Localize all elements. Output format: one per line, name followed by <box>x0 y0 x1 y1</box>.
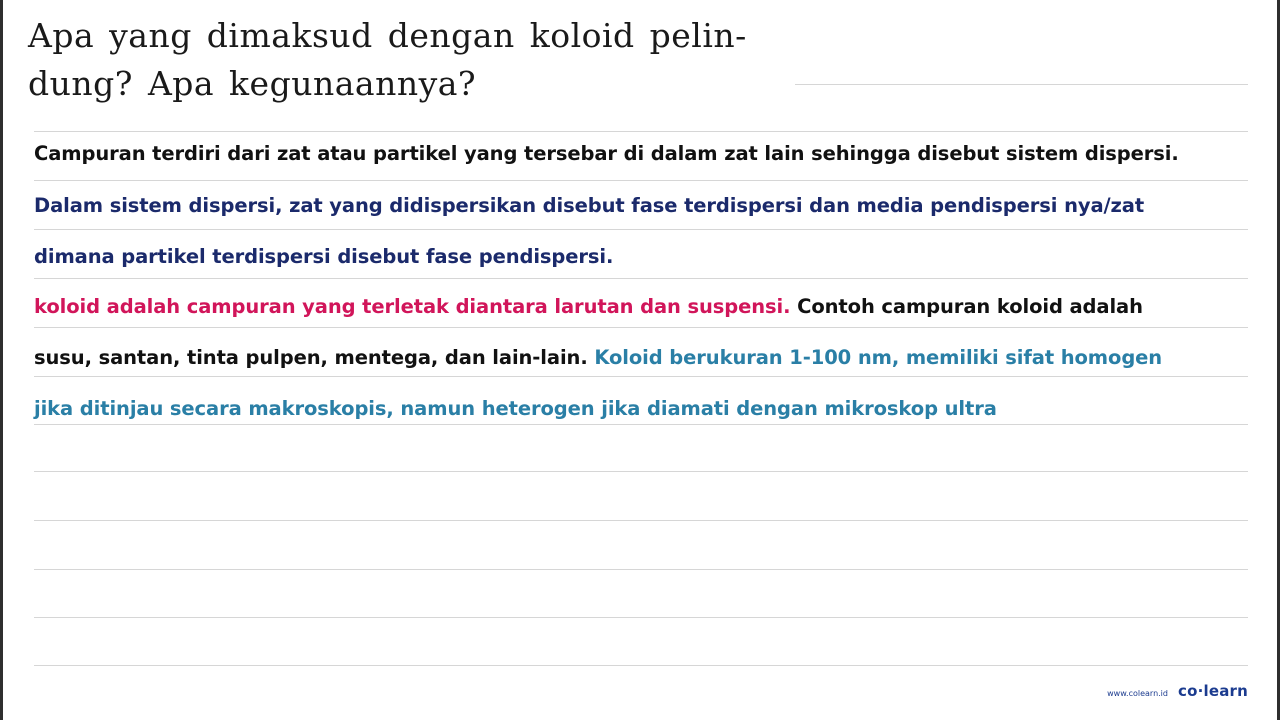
left-border <box>0 0 3 720</box>
answer-text: dimana partikel terdispersi disebut fase pendispersi. <box>34 245 614 268</box>
koloid-property-text: Koloid berukuran 1-100 nm, memiliki sifat homogen <box>587 346 1163 369</box>
koloid-property-text: jika ditinjau secara makroskopis, namun heterogen jika diamati dengan mikroskop ultra <box>34 397 997 420</box>
answer-line-2 <box>34 194 1144 217</box>
answer-line-5 <box>34 346 1162 369</box>
answer-text: Contoh campuran koloid adalah <box>790 295 1143 318</box>
answer-text: Campuran terdiri dari zat atau partikel yang tersebar di dalam zat lain sehingga disebut sistem dispersi. <box>34 142 1179 165</box>
answer-line-6 <box>34 397 997 420</box>
answer-line-3 <box>34 245 613 268</box>
answer-line-1 <box>34 142 1179 165</box>
ruled-line <box>34 131 1248 132</box>
question-line-2: dung? Apa kegunaannya? <box>28 64 477 103</box>
ruled-line <box>34 520 1248 521</box>
ruled-line <box>34 327 1248 328</box>
footer-url: www.colearn.id <box>1107 689 1168 698</box>
ruled-line <box>34 471 1248 472</box>
ruled-line <box>34 617 1248 618</box>
footer-branding <box>1107 682 1248 700</box>
ruled-line <box>34 424 1248 425</box>
koloid-definition-text: koloid adalah campuran yang terletak diantara larutan dan suspensi. <box>34 295 791 318</box>
question-text <box>28 12 808 108</box>
ruled-line <box>34 665 1248 666</box>
ruled-line <box>34 180 1248 181</box>
answer-text: Dalam sistem dispersi, zat yang didispersikan disebut fase terdispersi dan media pendispersi nya/zat <box>34 194 1145 217</box>
ruled-line <box>34 376 1248 377</box>
ruled-line <box>795 84 1248 85</box>
ruled-line <box>34 278 1248 279</box>
brand-logo: co·learn <box>1177 682 1248 700</box>
ruled-line <box>34 229 1248 230</box>
answer-text: susu, santan, tinta pulpen, mentega, dan lain-lain. <box>34 346 588 369</box>
answer-line-4 <box>34 295 1143 318</box>
question-line-1: Apa yang dimaksud dengan koloid pelin- <box>28 16 747 55</box>
ruled-line <box>34 569 1248 570</box>
